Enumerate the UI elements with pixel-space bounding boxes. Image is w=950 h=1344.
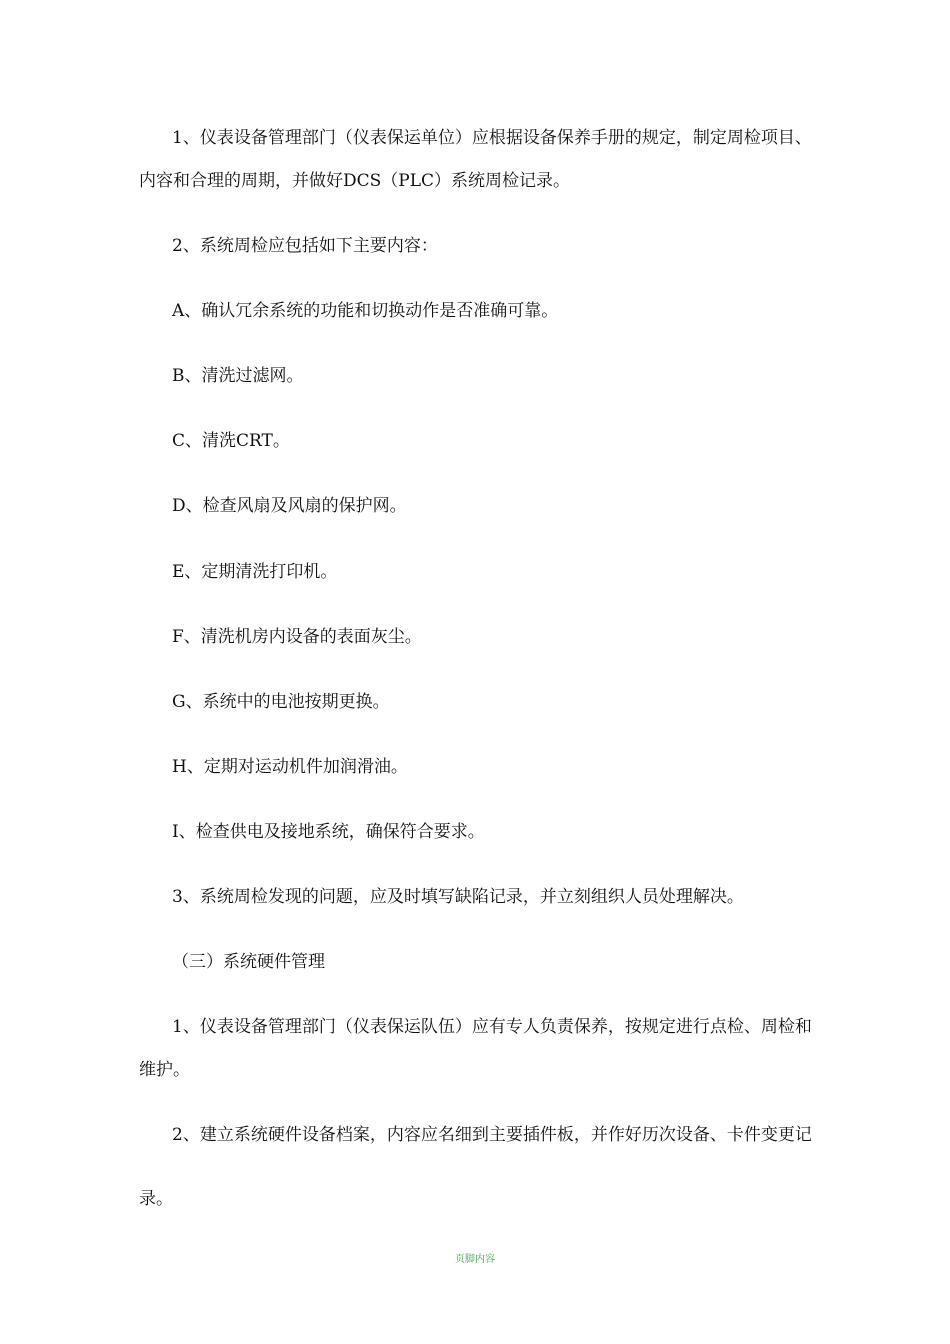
page-footer: 页脚内容 (455, 1254, 495, 1265)
paragraph-line: 维护。 (139, 1060, 190, 1080)
paragraph-line: 1、仪表设备管理部门（仪表保运单位）应根据设备保养手册的规定，制定周检项目、 (172, 128, 812, 148)
list-item: D、检查风扇及风扇的保护网。 (172, 496, 407, 516)
list-item: H、定期对运动机件加润滑油。 (172, 757, 408, 777)
paragraph-line: 2、建立系统硬件设备档案，内容应名细到主要插件板，并作好历次设备、卡件变更记 (172, 1125, 812, 1145)
list-item: A、确认冗余系统的功能和切换动作是否准确可靠。 (172, 301, 559, 321)
paragraph-line: 2、系统周检应包括如下主要内容： (172, 236, 438, 256)
section-heading: （三）系统硬件管理 (172, 952, 325, 972)
list-item: F、清洗机房内设备的表面灰尘。 (172, 627, 422, 647)
paragraph-line: 内容和合理的周期，并做好DCS（PLC）系统周检记录。 (139, 171, 571, 191)
paragraph-line: 录。 (139, 1189, 173, 1209)
list-item: B、清洗过滤网。 (172, 366, 304, 386)
paragraph-line: 3、系统周检发现的问题，应及时填写缺陷记录，并立刻组织人员处理解决。 (172, 887, 744, 907)
list-item: I、检查供电及接地系统，确保符合要求。 (172, 822, 485, 842)
list-item: E、定期清洗打印机。 (172, 562, 338, 582)
list-item: G、系统中的电池按期更换。 (172, 692, 390, 712)
paragraph-line: 1、仪表设备管理部门（仪表保运队伍）应有专人负责保养，按规定进行点检、周检和 (172, 1017, 812, 1037)
list-item: C、清洗CRT。 (172, 431, 290, 451)
